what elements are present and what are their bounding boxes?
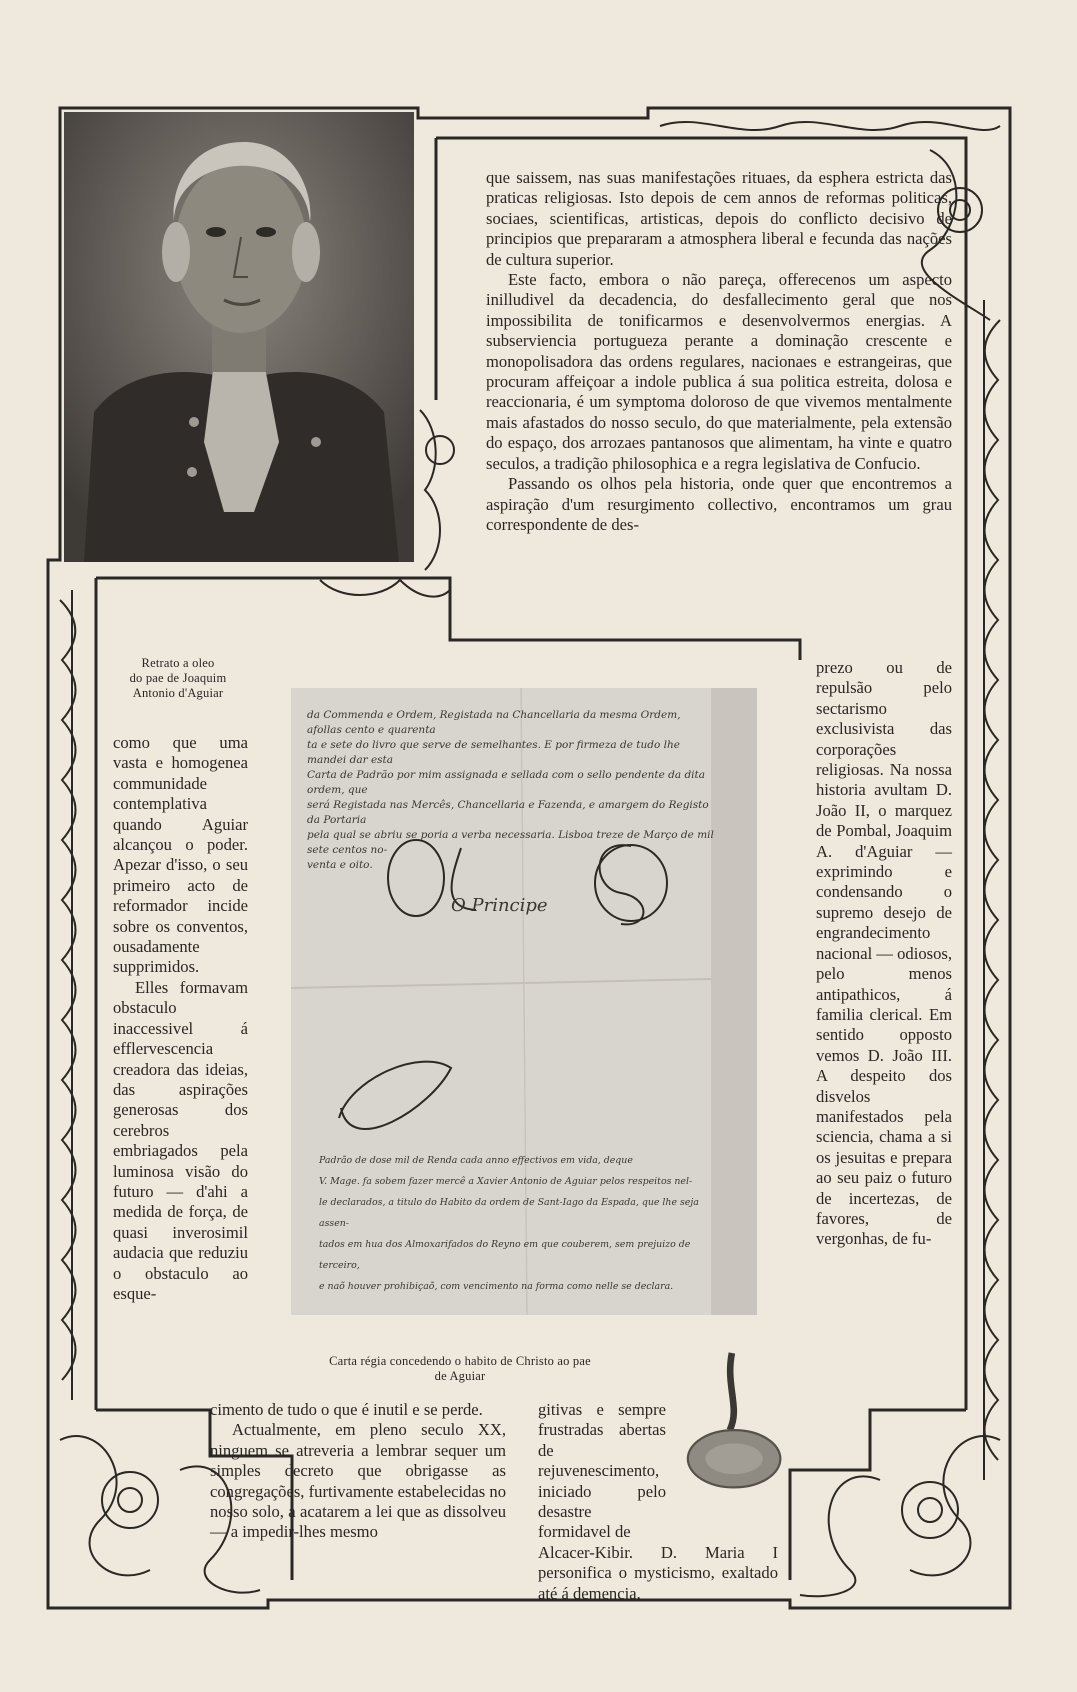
charter-handwriting-top xyxy=(307,708,717,873)
paragraph: prezo ou de repulsão pelo sectarismo exclusivista das corporações religiosas. Na nossa historia avultam D. João II, o marquez de Pombal, Joaquim A. d'Aguiar — exprimindo e condensando o supremo desejo de engrandecimento nacional — odiosos, pelo menos antipathicos, á familia clerical. Em sentido opposto vemos D. João III. A despeito dos disvelos manifestados pela sciencia, chama a si os jesuitas e prepara ao seu paiz o futuro de incertezas, de favores, de vergonhas, de fu- xyxy=(816,658,952,1249)
portrait-photo xyxy=(64,112,414,562)
article-text-right-column xyxy=(816,658,952,1250)
portrait-caption xyxy=(108,656,248,701)
handwriting-line: V. Mage. fa sobem fazer mercê a Xavier Antonio de Aguiar pelos respeitos nel- xyxy=(319,1176,693,1187)
portrait-caption-line: Antonio d'Aguiar xyxy=(132,686,224,700)
charter-caption xyxy=(278,1354,642,1384)
charter-handwriting-bottom xyxy=(319,1150,729,1297)
portrait-caption-line: Retrato a oleo xyxy=(141,656,215,670)
portrait-illustration xyxy=(64,112,414,562)
paragraph: gitivas e sempre frustradas abertas de rejuvenescimento, iniciado pelo desastre formidavel de xyxy=(538,1400,666,1542)
royal-charter-photo xyxy=(291,688,757,1315)
handwriting-line: tados em hua dos Almoxarifados do Reyno em que couberem, sem prejuizo de terceiro, xyxy=(319,1239,691,1271)
portrait-caption-line: do pae de Joaquim xyxy=(129,671,227,685)
paragraph: Elles formavam obstaculo inaccessivel á efflervescencia creadora das ideias, das aspirações generosas dos cerebros embriagados pela luminosa visão do futuro — d'ahi a medida de força, de quasi inverosimil audacia que reduziu o obstaculo ao esque- xyxy=(113,977,248,1303)
paragraph: como que uma vasta e homogenea communidade contemplativa quando Aguiar alcançou o poder. Apezar d'isso, o seu primeiro acto de reformador incide sobre os conventos, ousadamente supprimidos. xyxy=(113,733,248,977)
article-text-bottom-middle xyxy=(538,1400,666,1543)
handwriting-line: Padrão de dose mil de Renda cada anno effectivos em vida, deque xyxy=(319,1155,633,1166)
article-text-left-column xyxy=(113,733,248,1304)
article-text-bottom-wide xyxy=(538,1543,778,1604)
article-text-bottom-left xyxy=(210,1400,506,1543)
handwriting-line: Carta de Padrão por mim assignada e sellada com o sello pendente da dita ordem, que xyxy=(307,769,706,796)
paragraph: Alcacer-Kibir. D. Maria I personifica o mysticismo, exaltado até á demencia, xyxy=(538,1543,778,1603)
paragraph: Este facto, embora o não pareça, offerecenos um aspecto inilludivel da decadencia, do desfallecimento geral que nos impossibilita de tonificarmos e desenvolvermos energias. A subserviencia portugueza perante a dominação crescente e monopolisadora das ordens regulares, nacionaes e estrangeiras, que procuram affeiçoar a indole publica á sua politica estreita, dolosa e reaccionaria, é um symptoma doloroso de que vivemos mentalmente mais afastados do nosso seculo, do que materialmente, pela extensão do espaço, dos arrozaes pantanosos que alimentam, ha vinte e quatro seculos, a tradição philosophica e a regra legislativa de Confucio. xyxy=(486,270,952,473)
charter-caption-line: de Aguiar xyxy=(434,1369,486,1383)
charter-signature: O Principe xyxy=(451,895,548,916)
paragraph: Passando os olhos pela historia, onde quer que encontremos a aspiração d'um resurgimento collectivo, encontramos um grau correspondente de des- xyxy=(486,474,952,534)
handwriting-line: venta e oito. xyxy=(307,859,373,871)
charter-caption-line: Carta régia concedendo o habito de Christo ao pae xyxy=(329,1354,591,1368)
handwriting-line: ta e sete do livro que serve de semelhantes. E por firmeza de tudo lhe mandei dar esta xyxy=(307,739,680,766)
handwriting-line: le declarados, a titulo do Habito da ordem de Sant-Iago da Espada, que lhe seja assen- xyxy=(319,1197,699,1229)
paragraph: Actualmente, em pleno seculo XX, ninguem se atreveria a lembrar sequer um simples decreto que obrigasse as congregações, furtivamente estabelecidas no nosso solo, a acatarem a lei que as dissolveu — a impedir-lhes mesmo xyxy=(210,1420,506,1542)
article-text-top xyxy=(486,168,952,535)
handwriting-line: será Registada nas Mercês, Chancellaria e Fazenda, e amargem do Registo da Portaria xyxy=(307,799,709,826)
wax-seal xyxy=(668,1318,798,1518)
paragraph: que saissem, nas suas manifestações rituaes, da esphera estricta das praticas religiosas. Isto depois de cem annos de reformas politicas, sociaes, scientificas, artisticas, depois do conflicto decisivo de principios que prepararam a atmosphera liberal e fecunda das nações de cultura superior. xyxy=(486,168,952,269)
handwriting-line: pela qual se abriu se poria a verba necessaria. Lisboa treze de Março de mil sete centos no- xyxy=(307,829,714,856)
paragraph: cimento de tudo o que é inutil e se perde. xyxy=(210,1400,483,1419)
handwriting-line: da Commenda e Ordem, Registada na Chancellaria da mesma Ordem, afollas cento e quarenta xyxy=(307,709,681,736)
handwriting-line: e naõ houver prohibiçaõ, com vencimento na forma como nelle se declara. xyxy=(319,1281,674,1292)
